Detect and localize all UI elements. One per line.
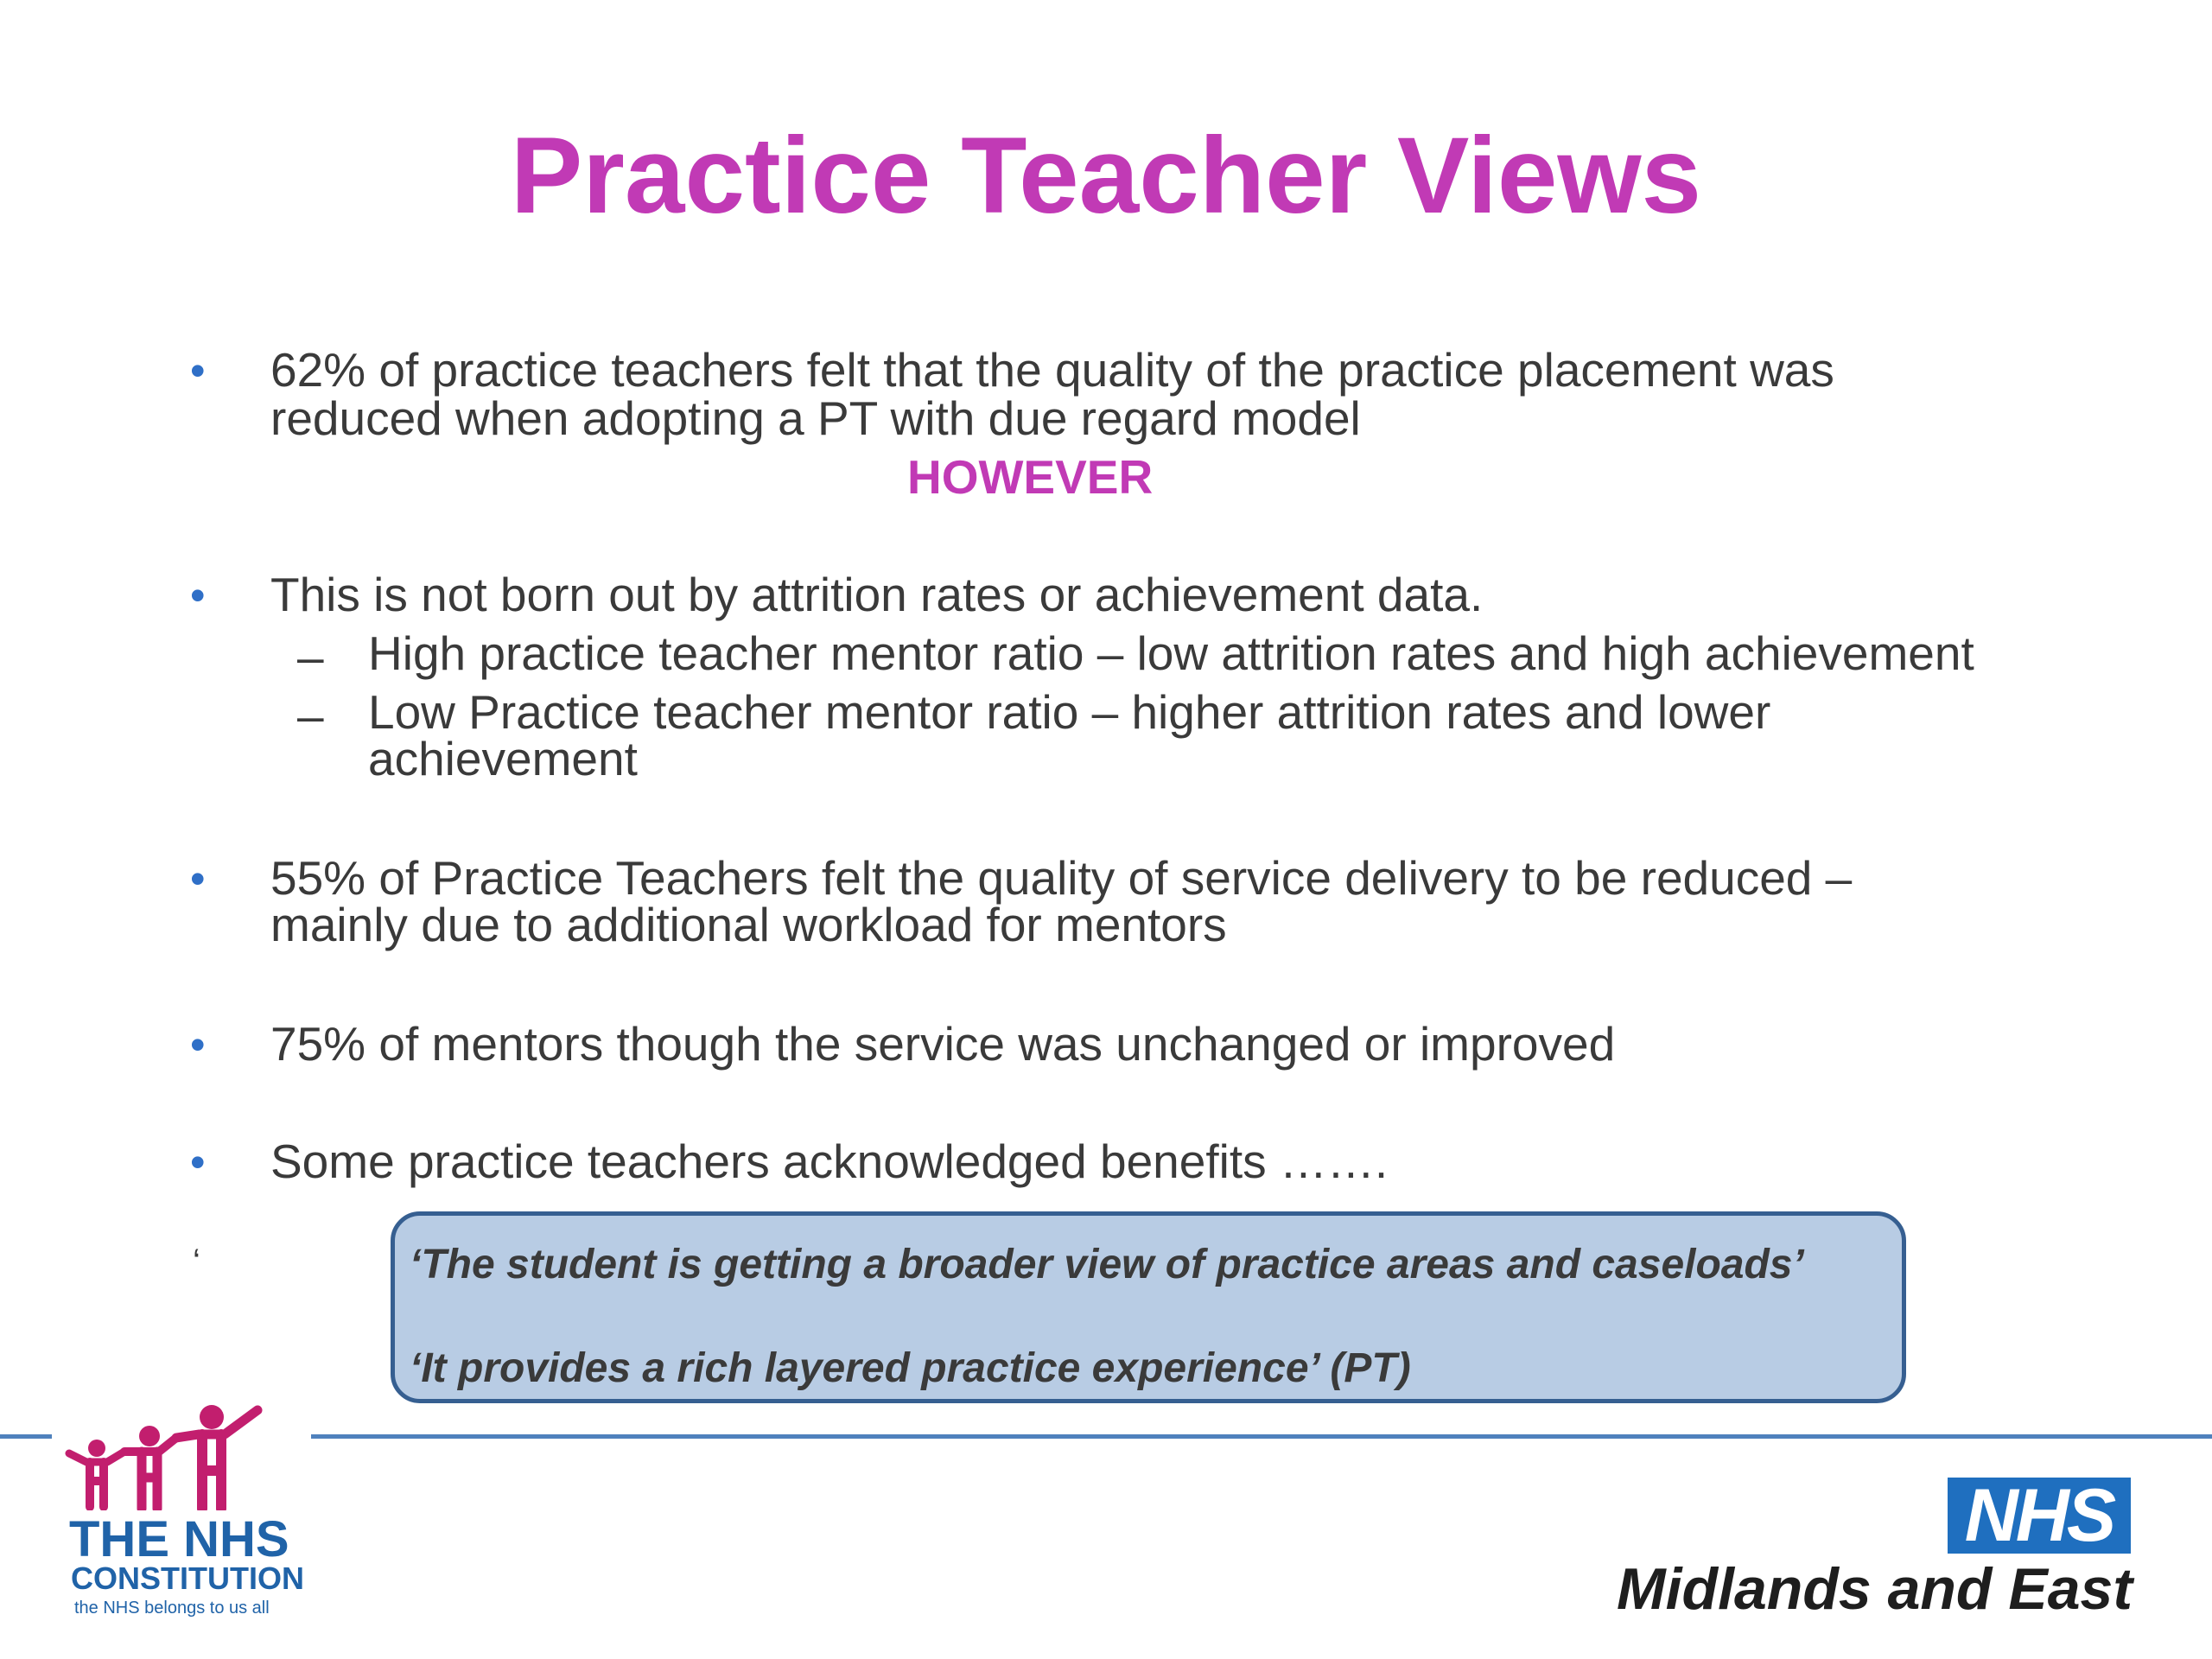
footer-rule [0, 1434, 2212, 1439]
slide-title: Practice Teacher Views [510, 116, 1702, 236]
however-label: HOWEVER [907, 450, 1154, 504]
sub-bullet-2-line-1: Low Practice teacher mentor ratio – higher attrition rates and lower [368, 685, 1771, 739]
bullet-3-line-1: 55% of Practice Teachers felt the quality of service delivery to be reduced – [270, 851, 1853, 905]
bullet-2-line-1: This is not born out by attrition rates or achievement data. [270, 568, 1484, 621]
bullet-marker: • [190, 1020, 206, 1069]
sub-bullet-marker: – [297, 689, 324, 742]
nhs-constitution-logo [52, 1398, 311, 1623]
bullet-5-line-1: Some practice teachers acknowledged benefits ……. [270, 1135, 1389, 1188]
sub-bullet-marker: – [297, 630, 324, 683]
sub-bullet-2-line-2: achievement [368, 732, 638, 785]
sub-bullet-1-line-1: High practice teacher mentor ratio – low attrition rates and high achievement [368, 626, 1974, 680]
bullet-4-line-1: 75% of mentors though the service was unchanged or improved [270, 1017, 1616, 1071]
quote-1: ‘The student is getting a broader view of practice areas and caseloads’ [410, 1242, 1804, 1287]
bullet-1-line-2: reduced when adopting a PT with due regard model [270, 391, 1361, 445]
bullet-marker: • [190, 571, 206, 620]
stray-quote-mark: ‘ [193, 1243, 200, 1281]
nhs-constitution-subheading: CONSTITUTION [71, 1560, 304, 1596]
bullet-marker: • [190, 346, 206, 395]
nhs-constitution-tagline: the NHS belongs to us all [74, 1599, 270, 1618]
quote-2: ‘It provides a rich layered practice experience’ (PT) [410, 1345, 1411, 1391]
nhs-constitution-heading: THE NHS [69, 1511, 289, 1567]
nhs-logo [1948, 1473, 2131, 1557]
bullet-marker: • [190, 855, 206, 903]
region-name: Midlands and East [1617, 1556, 2133, 1622]
people-figures-icon [60, 1398, 311, 1510]
bullet-1-line-1: 62% of practice teachers felt that the quality of the practice placement was [270, 343, 1834, 397]
bullet-marker: • [190, 1138, 206, 1186]
bullet-3-line-2: mainly due to additional workload for mentors [270, 898, 1227, 951]
nhs-logo-text: NHS [1964, 1473, 2114, 1557]
